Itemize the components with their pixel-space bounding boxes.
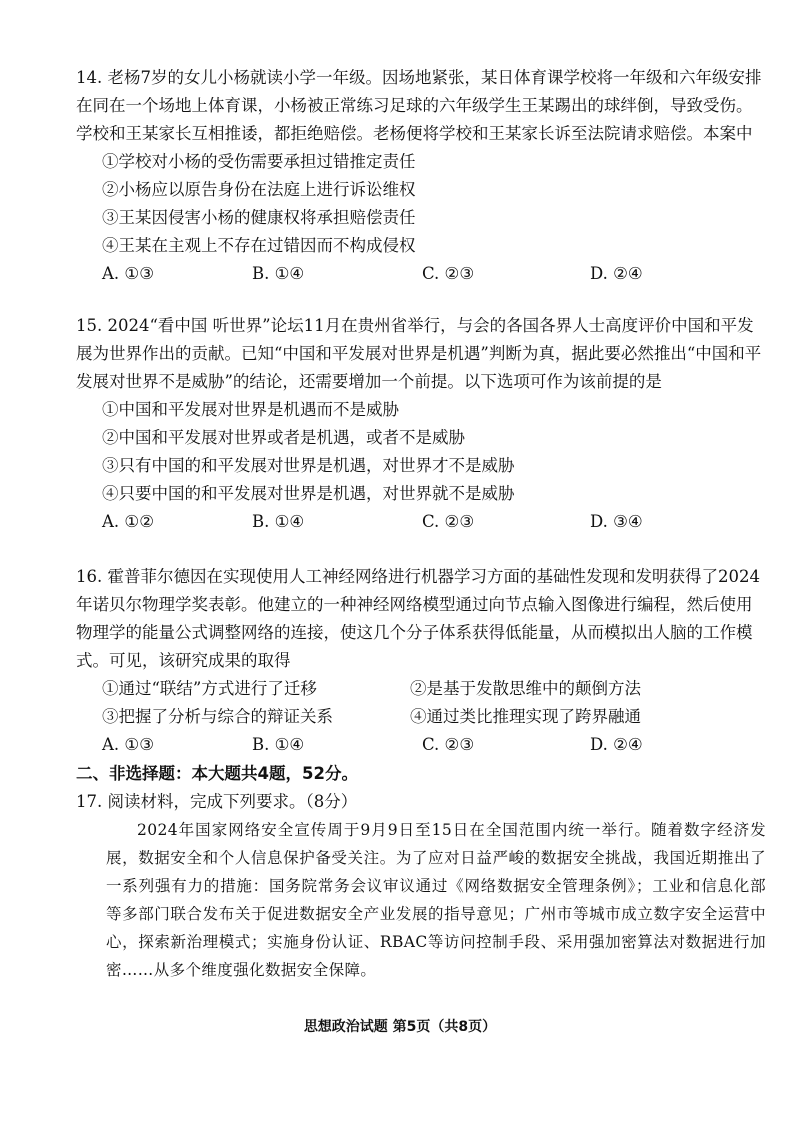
question-14 [76,64,766,288]
question-16-option-2: ②是基于发散思维中的颠倒方法 [410,679,641,698]
question-15-option-3: ③只有中国的和平发展对世界是机遇，对世界才不是威胁 [102,456,515,475]
question-14-option-3: ③王某因侵害小杨的健康权将承担赔偿责任 [102,208,416,227]
question-15-choice-a: A. ①② [102,512,154,531]
question-15-stem: 15. 2024“看中国 听世界”论坛11月在贵州省举行，与会的各国各界人士高度评价中国和平发展为世界作出的贡献。已知“中国和平发展对世界是机遇”判断为真，据此要必然推出“中国和平发展对世界不是威胁”的结论，还需要增加一个前提。以下选项可作为该前提的是 [76,316,762,391]
question-16-stem: 16. 霍普菲尔德因在实现使用人工神经网络进行机器学习方面的基础性发现和发明获得了2024年诺贝尔物理学奖表彰。他建立的一种神经网络模型通过向节点输入图像进行编程，然后使用物理学的能量公式调整网络的连接，使这几个分子体系获得低能量，从而模拟出人脑的工作模式。可见，该研究成果的取得 [76,567,760,670]
question-14-choice-d: D. ②④ [590,264,643,283]
question-16-choice-c: C. ②③ [422,735,475,754]
question-16-option-3: ③把握了分析与综合的辩证关系 [102,707,333,726]
question-17-material: 2024年国家网络安全宣传周于9月9日至15日在全国范围内统一举行。随着数字经济发展，数据安全和个人信息保护备受关注。为了应对日益严峻的数据安全挑战，我国近期推出了一系列强有力的措施：国务院常务会议审议通过《网络数据安全管理条例》；工业和信息化部等多部门联合发布关于促进数据安全产业发展的指导意见；广州市等城市成立数字安全运营中心，探索新治理模式；实施身份认证、RBAC等访问控制手段、采用强加密算法对数据进行加密……从多个维度强化数据安全保障。 [106,821,766,979]
question-16 [76,563,766,759]
question-17 [76,788,766,984]
question-16-choice-a: A. ①③ [102,735,154,754]
question-16-options-row-1 [102,675,766,703]
question-16-choices [102,731,766,759]
question-16-options-row-2 [102,703,766,731]
question-15-option-4: ④只要中国的和平发展对世界是机遇，对世界就不是威胁 [102,484,515,503]
question-16-option-4: ④通过类比推理实现了跨界融通 [410,707,641,726]
question-15-option-1: ①中国和平发展对世界是机遇而不是威胁 [102,400,399,419]
question-15-choice-b: B. ①④ [252,512,305,531]
question-15-option-2: ②中国和平发展对世界或者是机遇，或者不是威胁 [102,428,465,447]
question-14-option-4: ④王某在主观上不存在过错因而不构成侵权 [102,236,416,255]
question-15-choices [102,508,766,536]
question-14-option-2: ②小杨应以原告身份在法庭上进行诉讼维权 [102,180,416,199]
question-14-choice-b: B. ①④ [252,264,305,283]
question-14-choice-a: A. ①③ [102,264,154,283]
question-16-choice-b: B. ①④ [252,735,305,754]
page-footer: 思想政治试题 第5页（共8页） [303,1019,497,1035]
question-14-stem: 14. 老杨7岁的女儿小杨就读小学一年级。因场地紧张，某日体育课学校将一年级和六年级安排在同在一个场地上体育课，小杨被正常练习足球的六年级学生王某踢出的球绊倒，导致受伤。学校和王某家长互相推诿，都拒绝赔偿。老杨便将学校和王某家长诉至法院请求赔偿。本案中 [76,68,762,143]
question-15-choice-c: C. ②③ [422,512,475,531]
question-15-choice-d: D. ③④ [590,512,643,531]
question-14-choices [102,260,766,288]
question-14-choice-c: C. ②③ [422,264,475,283]
question-16-choice-d: D. ②④ [590,735,643,754]
question-15 [76,312,766,536]
question-16-option-1: ①通过“联结”方式进行了迁移 [102,679,317,698]
section-heading-non-choice: 二、非选择题：本大题共4题，52分。 [76,764,358,783]
question-14-option-1: ①学校对小杨的受伤需要承担过错推定责任 [102,152,416,171]
question-17-stem: 17. 阅读材料，完成下列要求。（8分） [76,792,358,811]
